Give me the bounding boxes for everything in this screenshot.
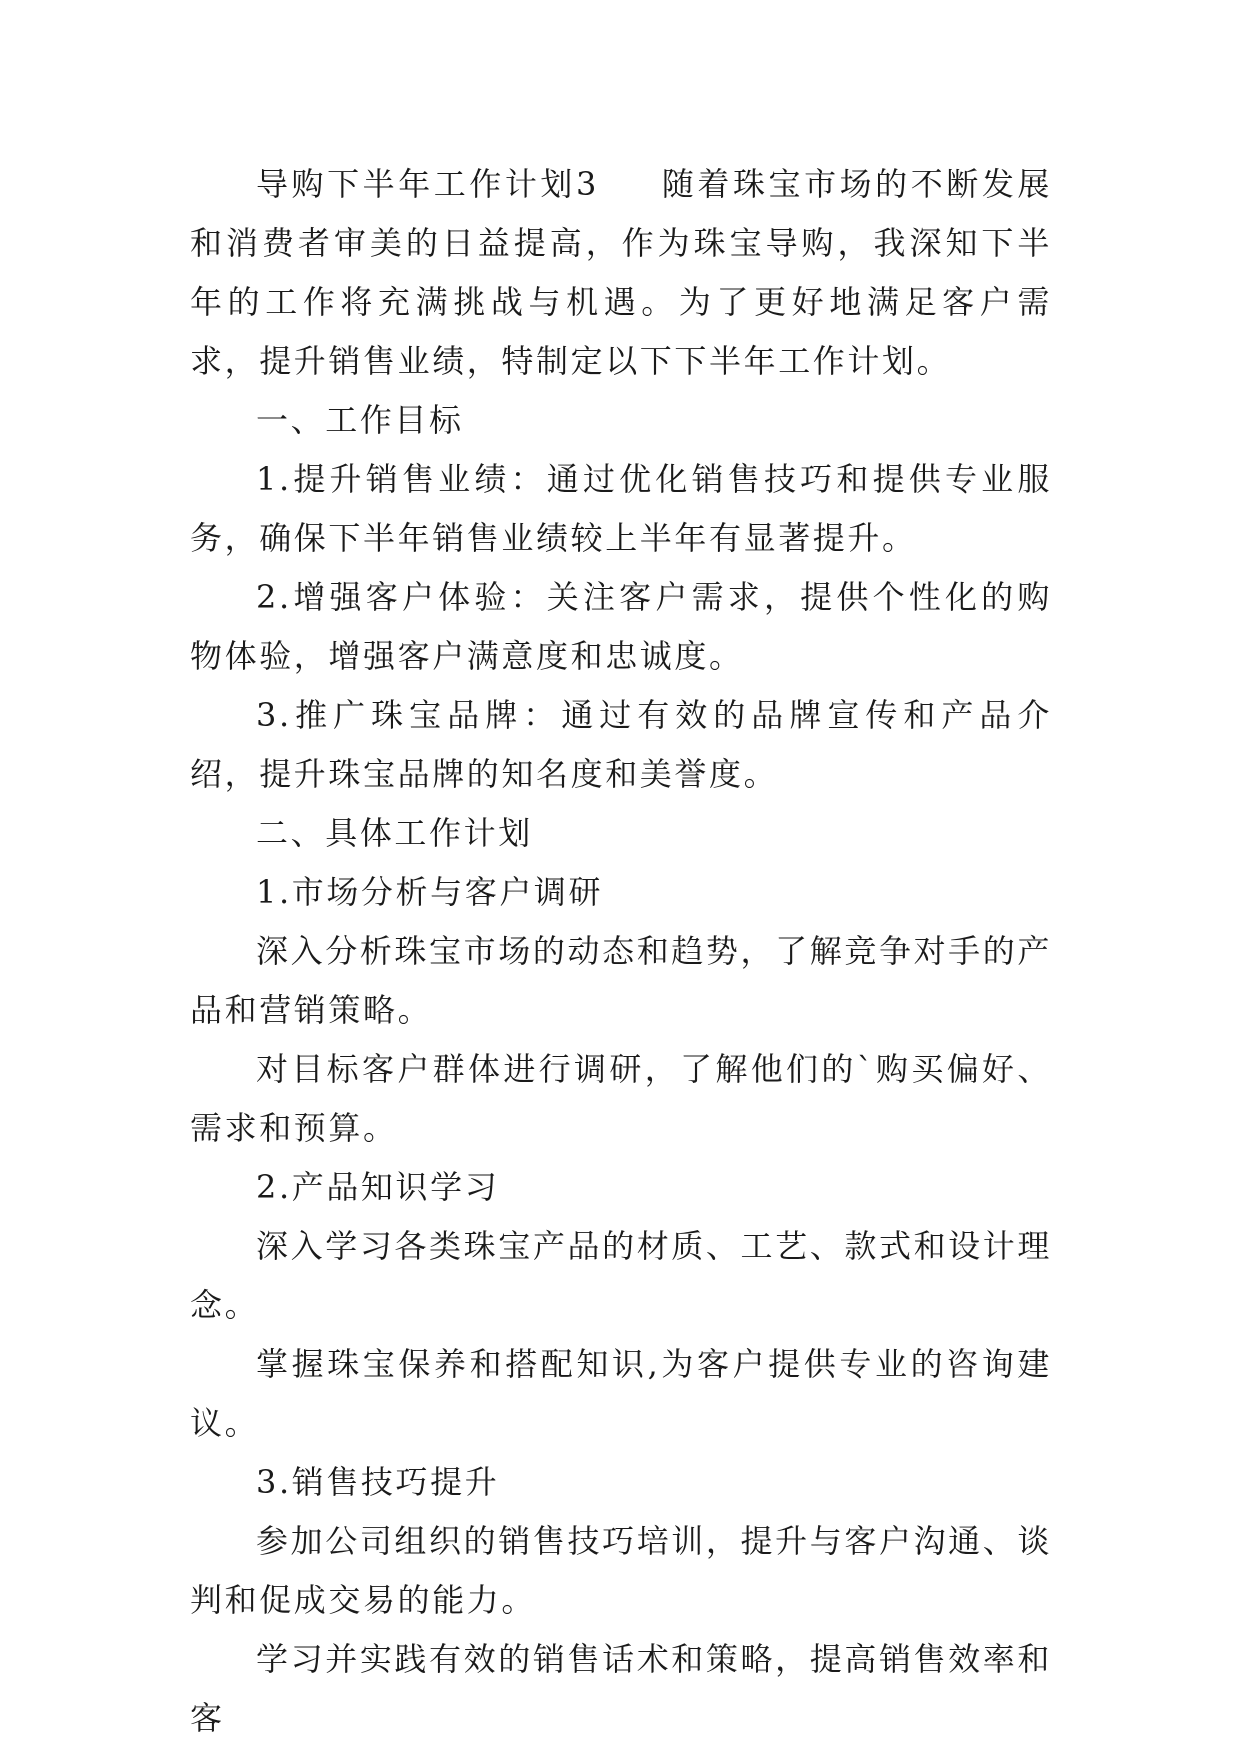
section2-heading: 二、具体工作计划 [256, 814, 533, 852]
goal-item-1: 1.提升销售业绩：通过优化销售技巧和提供专业服务，确保下半年销售业绩较上半年有显著提升。 [190, 460, 1052, 557]
subsection2-paragraph-2: 掌握珠宝保养和搭配知识,为客户提供专业的咨询建议。 [190, 1345, 1052, 1442]
document-body [190, 155, 1052, 1748]
subsection2-heading: 2.产品知识学习 [256, 1168, 500, 1206]
intro-text: 随着珠宝市场的不断发展和消费者审美的日益提高，作为珠宝导购，我深知下半年的工作将充满挑战与机遇。为了更好地满足客户需求，提升销售业绩，特制定以下下半年工作计划。 [190, 165, 1052, 380]
subsection1-paragraph-1: 深入分析珠宝市场的动态和趋势，了解竞争对手的产品和营销策略。 [190, 932, 1052, 1029]
subsection1-paragraph-2: 对目标客户群体进行调研，了解他们的`购买偏好、需求和预算。 [190, 1050, 1052, 1147]
subsection3-paragraph-1: 参加公司组织的销售技巧培训，提升与客户沟通、谈判和促成交易的能力。 [190, 1522, 1052, 1619]
goal-item-2: 2.增强客户体验：关注客户需求，提供个性化的购物体验，增强客户满意度和忠诚度。 [190, 578, 1052, 675]
document-title: 导购下半年工作计划3 [256, 165, 599, 203]
goal-item-3: 3.推广珠宝品牌：通过有效的品牌宣传和产品介绍，提升珠宝品牌的知名度和美誉度。 [190, 696, 1052, 793]
subsection2-paragraph-1: 深入学习各类珠宝产品的材质、工艺、款式和设计理念。 [190, 1227, 1052, 1324]
subsection3-paragraph-2: 学习并实践有效的销售话术和策略，提高销售效率和客 [190, 1640, 1052, 1737]
subsection1-heading: 1.市场分析与客户调研 [256, 873, 604, 911]
subsection3-heading: 3.销售技巧提升 [256, 1463, 500, 1501]
section1-heading: 一、工作目标 [256, 401, 464, 439]
opening-paragraph [190, 155, 1052, 391]
